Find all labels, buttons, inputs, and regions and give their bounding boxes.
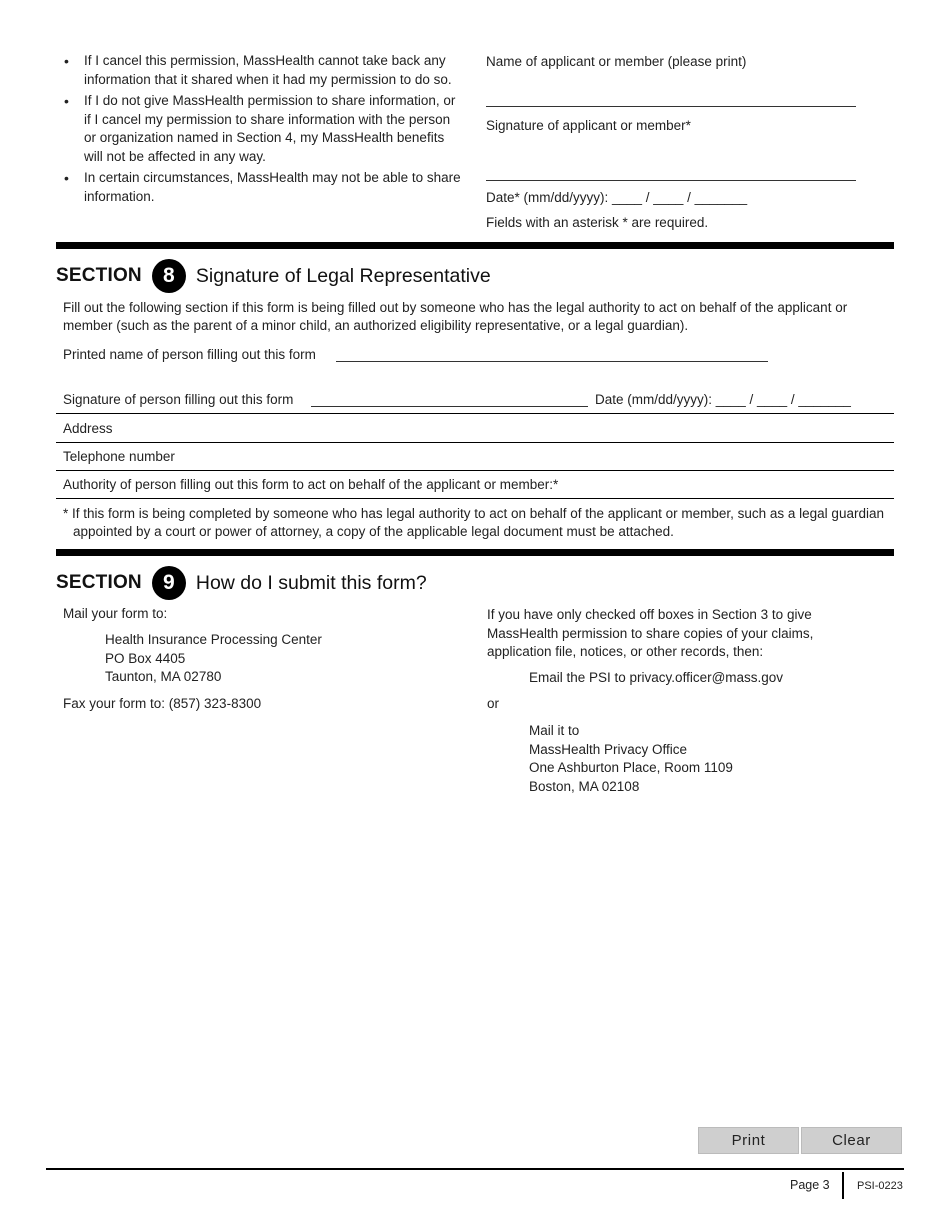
telephone-field[interactable]: Telephone number <box>63 449 175 464</box>
section-number-badge: 9 <box>152 566 186 600</box>
address-field[interactable]: Address <box>63 421 113 436</box>
address-line: Health Insurance Processing Center <box>105 632 322 647</box>
row-divider <box>56 413 894 414</box>
applicant-signature-field[interactable] <box>486 180 856 181</box>
applicant-signature-label: Signature of applicant or member* <box>486 118 691 133</box>
bullet-item: • If I do not give MassHealth permission to share information, or if I cancel my permission to share information with the person or organization named in Section 4, my MassHealth benefits will not be affected in any way. <box>62 92 462 166</box>
rep-date-field[interactable]: Date (mm/dd/yyyy): ____ / ____ / _______ <box>595 392 851 407</box>
section-word: SECTION <box>56 265 142 286</box>
rep-signature-field[interactable] <box>311 406 588 407</box>
footer-rule <box>46 1168 904 1170</box>
section-word: SECTION <box>56 572 142 593</box>
section-divider <box>56 549 894 556</box>
legal-document-footnote: * If this form is being completed by someone who has legal authority to act on behalf of the applicant or member, such as a legal guardian appointed by a court or power of attorney, a copy of the applicable legal document must be attached. <box>63 506 884 539</box>
section-8-intro: Fill out the following section if this form is being filled out by someone who has the legal authority to act on behalf of the applicant or member (such as the parent of a minor child, an authorized eligibility representative, or a legal guardian). <box>63 300 848 333</box>
fax-label: Fax your form to: (857) 323-8300 <box>63 696 262 711</box>
bullet-item: • In certain circumstances, MassHealth may not be able to share information. <box>62 169 462 206</box>
email-instruction: Email the PSI to privacy.officer@mass.gov <box>529 670 784 685</box>
clear-button[interactable]: Clear <box>801 1127 902 1154</box>
row-divider <box>56 442 894 443</box>
page-number: Page 3 <box>790 1178 830 1192</box>
section-divider <box>56 242 894 249</box>
address-line: One Ashburton Place, Room 1109 <box>529 760 733 775</box>
privacy-intro: If you have only checked off boxes in Section 3 to give MassHealth permission to share copies of your claims, application file, notices, or other records, then: <box>487 607 814 659</box>
printed-name-label: Printed name of person filling out this form <box>63 347 316 362</box>
rep-signature-label: Signature of person filling out this form <box>63 392 294 407</box>
address-line: Taunton, MA 02780 <box>105 669 222 684</box>
privacy-office-address <box>529 722 733 796</box>
section-title: How do I submit this form? <box>195 571 427 594</box>
applicant-date-field[interactable]: Date* (mm/dd/yyyy): ____ / ____ / _______ <box>486 190 748 205</box>
permission-bullet-list <box>62 52 462 209</box>
print-button[interactable]: Print <box>698 1127 799 1154</box>
printed-name-field[interactable] <box>336 361 768 362</box>
mail-label: Mail your form to: <box>63 606 168 621</box>
row-divider <box>56 470 894 471</box>
address-line: Boston, MA 02108 <box>529 778 640 794</box>
address-line: PO Box 4405 <box>105 650 186 666</box>
section-9-header <box>56 565 427 601</box>
required-fields-note: Fields with an asterisk * are required. <box>486 215 709 230</box>
form-id: PSI-0223 <box>857 1180 903 1192</box>
or-separator: or <box>487 696 500 711</box>
address-line: MassHealth Privacy Office <box>529 741 688 757</box>
section-title: Signature of Legal Representative <box>195 264 491 287</box>
mail-address-block <box>105 631 322 687</box>
applicant-name-label: Name of applicant or member (please print) <box>486 54 747 69</box>
applicant-name-field[interactable] <box>486 106 856 107</box>
bullet-item: • If I cancel this permission, MassHealth cannot take back any information that it shared when it had my permission to do so. <box>62 52 462 89</box>
address-line: Mail it to <box>529 723 580 738</box>
section-number-badge: 8 <box>152 259 186 293</box>
section-8-header <box>56 258 491 294</box>
row-divider <box>56 498 894 499</box>
authority-field[interactable]: Authority of person filling out this form to act on behalf of the applicant or member:* <box>63 477 559 492</box>
footer-divider <box>842 1172 844 1199</box>
